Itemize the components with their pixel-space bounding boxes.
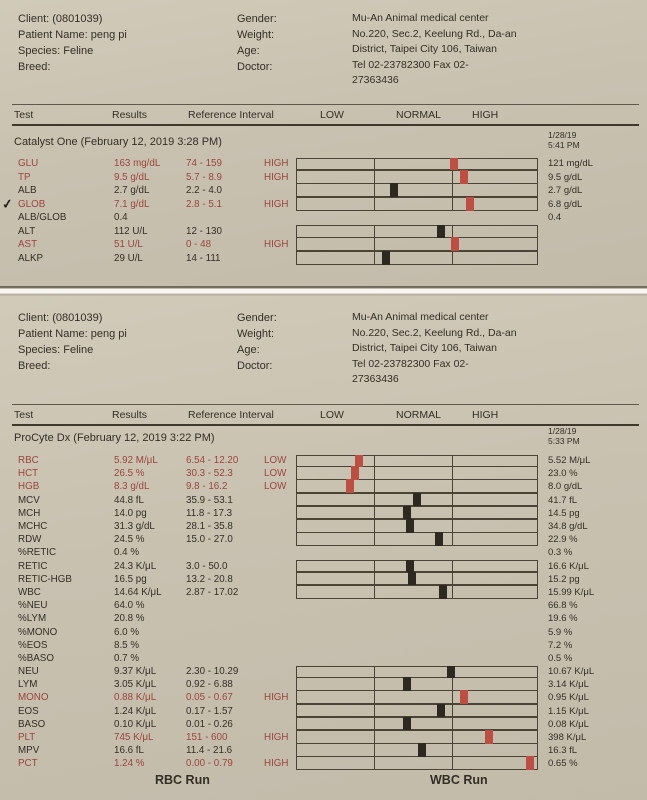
- result-value: 64.0 %: [114, 600, 145, 612]
- client-line: Client: (0801039): [18, 312, 103, 324]
- range-bar-cell: [296, 757, 538, 770]
- lab-result-row: [0, 171, 647, 185]
- reference-interval: 0.01 - 0.26: [186, 718, 233, 730]
- previous-result-value: 3.14 K/μL: [548, 679, 589, 691]
- range-bar-cell: [296, 171, 538, 185]
- previous-result-value: 121 mg/dL: [548, 158, 593, 170]
- test-name: MONO: [18, 692, 49, 704]
- result-value: 112 U/L: [114, 225, 148, 237]
- clinic-phone: Tel 02-23782300 Fax 02-: [352, 58, 469, 71]
- results-table-header: [12, 104, 639, 126]
- lab-result-row: [0, 252, 647, 266]
- test-name: PCT: [18, 758, 38, 770]
- previous-result-value: 15.2 pg: [548, 573, 580, 585]
- range-bar: [296, 532, 538, 546]
- previous-result-value: 2.7 g/dL: [548, 185, 583, 197]
- abnormal-flag: HIGH: [264, 692, 289, 704]
- result-value: 24.5 %: [114, 534, 145, 546]
- range-bar: [296, 479, 538, 493]
- test-name: GLU: [18, 158, 39, 170]
- test-name: ALT: [18, 225, 36, 237]
- previous-result-value: 41.7 fL: [548, 494, 578, 506]
- previous-result-value: 16.3 fL: [548, 745, 578, 757]
- lab-result-row: [0, 238, 647, 252]
- test-name: HCT: [18, 468, 39, 480]
- patient-header: [18, 310, 639, 388]
- previous-run-date: 1/28/19: [548, 426, 577, 436]
- previous-result-value: 9.5 g/dL: [548, 171, 583, 183]
- page-break-divider: [0, 286, 647, 296]
- in-range-marker: [439, 585, 447, 599]
- result-value: 20.8 %: [114, 613, 145, 625]
- previous-result-value: 19.6 %: [548, 613, 578, 625]
- clinic-street: No.220, Sec.2, Keelung Rd., Da-an: [352, 27, 517, 40]
- out-of-range-marker: [355, 455, 363, 467]
- lab-result-row: [0, 652, 647, 665]
- out-of-range-marker: [485, 730, 493, 744]
- previous-result-value: 66.8 %: [548, 600, 578, 612]
- range-bar: [296, 493, 538, 507]
- test-name: MCH: [18, 507, 41, 519]
- previous-result-value: 16.6 K/μL: [548, 560, 589, 572]
- col-header-normal: NORMAL: [396, 409, 441, 421]
- patient-name-line: Patient Name: peng pi: [18, 29, 127, 41]
- lab-result-row: [0, 225, 647, 239]
- lab-result-row: [0, 612, 647, 625]
- in-range-marker: [382, 251, 390, 265]
- result-value: 16.6 fL: [114, 745, 144, 757]
- result-value: 0.88 K/μL: [114, 692, 157, 704]
- test-name: WBC: [18, 586, 41, 598]
- test-name: %NEU: [18, 600, 48, 612]
- abnormal-flag: LOW: [264, 481, 287, 493]
- lab-result-row: [0, 195, 647, 213]
- result-value: 9.5 g/dL: [114, 171, 150, 183]
- test-name: HGB: [18, 481, 40, 493]
- previous-result-value: 0.08 K/μL: [548, 718, 589, 730]
- patient-header: [18, 11, 639, 89]
- result-value: 8.3 g/dL: [114, 481, 150, 493]
- range-bar: [296, 704, 538, 718]
- test-name: ALB: [18, 185, 37, 197]
- lab-result-row: [0, 757, 647, 770]
- reference-interval: 2.8 - 5.1: [186, 198, 222, 210]
- in-range-marker: [403, 506, 411, 520]
- in-range-marker: [403, 677, 411, 691]
- result-value: 2.7 g/dL: [114, 185, 150, 197]
- patient-info-block: [18, 310, 237, 388]
- result-value: 7.1 g/dL: [114, 198, 150, 210]
- range-bar-cell: [296, 586, 538, 599]
- result-value: 745 K/μL: [114, 732, 154, 744]
- results-table-header: [12, 404, 639, 426]
- result-value: 0.4 %: [114, 547, 140, 559]
- doctor-line: Doctor:: [237, 61, 273, 73]
- abnormal-flag: HIGH: [264, 239, 289, 251]
- result-value: 8.5 %: [114, 639, 140, 651]
- reference-interval: 14 - 111: [186, 252, 221, 264]
- result-value: 16.5 pg: [114, 573, 147, 585]
- col-header-normal: NORMAL: [396, 109, 441, 121]
- reference-interval: 0.92 - 6.88: [186, 679, 233, 691]
- analyzer-section-header: [14, 425, 639, 451]
- analyzer-title: Catalyst One (February 12, 2019 3:28 PM): [14, 136, 222, 148]
- range-bar-cell: [296, 184, 538, 198]
- demographics-block: [237, 11, 352, 89]
- analyzer-title: ProCyte Dx (February 12, 2019 3:22 PM): [14, 432, 215, 444]
- test-name: LYM: [18, 679, 38, 691]
- lab-result-row: [0, 211, 647, 225]
- test-name: %LYM: [18, 613, 47, 625]
- range-bar-cell: [296, 198, 538, 212]
- range-bar: [296, 519, 538, 533]
- result-value: 44.8 fL: [114, 494, 144, 506]
- out-of-range-marker: [346, 479, 354, 493]
- in-range-marker: [435, 532, 443, 546]
- col-header-reference-interval: Reference Interval: [188, 109, 274, 121]
- age-line: Age:: [237, 45, 260, 57]
- reference-interval: 2.2 - 4.0: [186, 185, 222, 197]
- previous-result-value: 0.4: [548, 212, 562, 224]
- range-bar-cell: [296, 599, 538, 612]
- range-bar: [296, 677, 538, 691]
- clinic-address-block: [352, 11, 639, 89]
- lab-result-row: [0, 639, 647, 652]
- reference-interval: 74 - 159: [186, 158, 222, 170]
- clinic-name: Mu-An Animal medical center: [352, 12, 489, 24]
- range-bar-cell: [296, 652, 538, 665]
- range-bar-cell: [296, 211, 538, 225]
- species-line: Species: Feline: [18, 45, 94, 57]
- reference-interval: 6.54 - 12.20: [186, 455, 239, 467]
- result-value: 0.7 %: [114, 652, 140, 664]
- weight-line: Weight:: [237, 29, 275, 41]
- reference-interval: 2.87 - 17.02: [186, 586, 239, 598]
- clinic-fax-cont: 27363436: [352, 74, 399, 86]
- patient-name-line: Patient Name: peng pi: [18, 328, 127, 340]
- previous-result-value: 5.52 M/μL: [548, 455, 591, 467]
- col-header-high: HIGH: [472, 109, 499, 121]
- previous-result-value: 398 K/μL: [548, 732, 587, 744]
- reference-interval: 0.17 - 1.57: [186, 705, 233, 717]
- clinic-name: Mu-An Animal medical center: [352, 311, 489, 323]
- previous-result-value: 10.67 K/μL: [548, 666, 595, 678]
- species-line: Species: Feline: [18, 344, 94, 356]
- range-bar-cell: [296, 238, 538, 252]
- range-bar: [296, 690, 538, 704]
- result-value: 6.0 %: [114, 626, 140, 638]
- abnormal-flag: HIGH: [264, 171, 289, 183]
- range-bar: [296, 455, 538, 467]
- test-name: RETIC: [18, 560, 48, 572]
- test-name: EOS: [18, 705, 39, 717]
- range-bar: [296, 743, 538, 757]
- result-value: 0.10 K/μL: [114, 718, 157, 730]
- previous-run-time: 5:33 PM: [548, 436, 580, 446]
- range-bar: [296, 225, 538, 238]
- result-value: 24.3 K/μL: [114, 560, 157, 572]
- test-name: ALKP: [18, 252, 44, 264]
- abnormal-flag: LOW: [264, 468, 287, 480]
- reference-interval: 12 - 130: [186, 225, 222, 237]
- previous-run-time: 5:41 PM: [548, 140, 580, 150]
- reference-interval: 0.00 - 0.79: [186, 758, 233, 770]
- result-value: 5.92 M/μL: [114, 455, 158, 467]
- run-labels-footer: [0, 773, 647, 793]
- range-bar: [296, 197, 538, 211]
- test-name: RBC: [18, 455, 39, 467]
- result-value: 9.37 K/μL: [114, 666, 157, 678]
- out-of-range-marker: [460, 170, 468, 184]
- reference-interval: 151 - 600: [186, 732, 228, 744]
- abnormal-flag: HIGH: [264, 198, 289, 210]
- abnormal-flag: HIGH: [264, 732, 289, 744]
- analyzer-section-header: [14, 129, 639, 155]
- in-range-marker: [406, 519, 414, 533]
- lab-result-row: [0, 157, 647, 171]
- in-range-marker: [403, 717, 411, 731]
- lab-result-row: [0, 546, 647, 559]
- col-header-reference-interval: Reference Interval: [188, 409, 274, 421]
- clinic-street: No.220, Sec.2, Keelung Rd., Da-an: [352, 326, 517, 339]
- out-of-range-marker: [466, 197, 474, 211]
- previous-result-value: 14.5 pg: [548, 507, 580, 519]
- result-value: 0.4: [114, 212, 128, 224]
- test-name: MCHC: [18, 521, 48, 533]
- in-range-marker: [408, 572, 416, 586]
- result-value: 1.24 %: [114, 758, 145, 770]
- range-bar: [296, 585, 538, 599]
- range-bar-cell: [296, 225, 538, 239]
- previous-result-value: 1.15 K/μL: [548, 705, 589, 717]
- result-value: 14.0 pg: [114, 507, 147, 519]
- previous-result-value: 34.8 g/dL: [548, 521, 588, 533]
- test-name: PLT: [18, 732, 36, 744]
- previous-result-value: 22.9 %: [548, 534, 578, 546]
- test-name: TP: [18, 171, 31, 183]
- col-header-test: Test: [14, 109, 34, 121]
- test-name: %EOS: [18, 639, 48, 651]
- handwritten-checkmark: ✓: [1, 195, 14, 213]
- result-value: 29 U/L: [114, 252, 143, 264]
- previous-result-value: 0.95 K/μL: [548, 692, 589, 704]
- reference-interval: 5.7 - 8.9: [186, 171, 222, 183]
- out-of-range-marker: [351, 466, 359, 480]
- reference-interval: 35.9 - 53.1: [186, 494, 233, 506]
- previous-run-date: 1/28/19: [548, 130, 577, 140]
- report-page-procyte: [0, 296, 647, 800]
- reference-interval: 30.3 - 52.3: [186, 468, 233, 480]
- test-name: AST: [18, 239, 38, 251]
- rbc-run-label: RBC Run: [155, 773, 210, 787]
- reference-interval: 0.05 - 0.67: [186, 692, 233, 704]
- client-line: Client: (0801039): [18, 13, 103, 25]
- previous-run-datetime: [548, 426, 580, 446]
- result-value: 163 mg/dL: [114, 158, 161, 170]
- range-bar-cell: [296, 639, 538, 652]
- result-value: 31.3 g/dL: [114, 521, 155, 533]
- in-range-marker: [437, 704, 445, 718]
- test-name: %BASO: [18, 652, 54, 664]
- abnormal-flag: HIGH: [264, 758, 289, 770]
- breed-line: Breed:: [18, 61, 51, 73]
- age-line: Age:: [237, 344, 260, 356]
- range-bar-cell: [296, 612, 538, 625]
- range-bar: [296, 158, 538, 171]
- reference-interval: 11.4 - 21.6: [186, 745, 233, 757]
- range-bar: [296, 170, 538, 184]
- test-name: RDW: [18, 534, 42, 546]
- test-name: %MONO: [18, 626, 58, 638]
- range-bar: [296, 506, 538, 520]
- wbc-run-label: WBC Run: [430, 773, 488, 787]
- reference-interval: 2.30 - 10.29: [186, 666, 239, 678]
- previous-result-value: 0.5 %: [548, 652, 573, 664]
- out-of-range-marker: [526, 756, 534, 770]
- previous-result-value: 5.9 %: [548, 626, 573, 638]
- range-bar-cell: [296, 252, 538, 266]
- lab-result-row: [0, 586, 647, 599]
- range-bar: [296, 756, 538, 770]
- test-name: RETIC-HGB: [18, 573, 72, 585]
- range-bar-cell: [296, 625, 538, 638]
- in-range-marker: [447, 666, 455, 678]
- lab-result-row: [0, 184, 647, 198]
- patient-info-block: [18, 11, 237, 89]
- range-bar: [296, 237, 538, 251]
- clinic-city: District, Taipei City 106, Taiwan: [352, 43, 497, 55]
- procyte-results-rows: [0, 454, 647, 771]
- clinic-fax-cont: 27363436: [352, 373, 399, 385]
- reference-interval: 15.0 - 27.0: [186, 534, 233, 546]
- previous-run-datetime: [548, 130, 580, 150]
- range-bar: [296, 730, 538, 744]
- col-header-test: Test: [14, 409, 34, 421]
- range-bar: [296, 466, 538, 480]
- previous-result-value: 15.99 K/μL: [548, 586, 595, 598]
- abnormal-flag: LOW: [264, 455, 287, 467]
- range-bar-cell: [296, 546, 538, 559]
- demographics-block: [237, 310, 352, 388]
- range-bar: [296, 183, 538, 197]
- range-bar: [296, 717, 538, 731]
- range-bar: [296, 666, 538, 678]
- lab-result-row: [0, 533, 647, 546]
- test-name: MPV: [18, 745, 40, 757]
- col-header-results: Results: [112, 109, 148, 121]
- range-bar: [296, 251, 538, 265]
- range-bar-cell: [296, 157, 538, 171]
- abnormal-flag: HIGH: [264, 158, 289, 170]
- breed-line: Breed:: [18, 360, 51, 372]
- result-value: 3.05 K/μL: [114, 679, 157, 691]
- result-value: 51 U/L: [114, 239, 143, 251]
- clinic-address-block: [352, 310, 639, 388]
- out-of-range-marker: [451, 237, 459, 251]
- clinic-phone: Tel 02-23782300 Fax 02-: [352, 357, 469, 370]
- range-bar: [296, 572, 538, 586]
- previous-result-value: 8.0 g/dL: [548, 481, 583, 493]
- doctor-line: Doctor:: [237, 360, 273, 372]
- previous-result-value: 23.0 %: [548, 468, 578, 480]
- range-bar: [296, 560, 538, 572]
- result-value: 26.5 %: [114, 468, 145, 480]
- in-range-marker: [418, 743, 426, 757]
- report-page-catalyst: [0, 0, 647, 286]
- out-of-range-marker: [450, 158, 458, 171]
- in-range-marker: [406, 560, 414, 572]
- previous-result-value: 0.3 %: [548, 547, 573, 559]
- gender-line: Gender:: [237, 13, 277, 25]
- lab-result-row: [0, 599, 647, 612]
- test-name: BASO: [18, 718, 46, 730]
- reference-interval: 9.8 - 16.2: [186, 481, 228, 493]
- previous-result-value: 6.8 g/dL: [548, 198, 583, 210]
- reference-interval: 13.2 - 20.8: [186, 573, 233, 585]
- reference-interval: 0 - 48: [186, 239, 212, 251]
- result-value: 1.24 K/μL: [114, 705, 157, 717]
- col-header-results: Results: [112, 409, 148, 421]
- reference-interval: 28.1 - 35.8: [186, 521, 233, 533]
- previous-result-value: 0.65 %: [548, 758, 578, 770]
- previous-result-value: 7.2 %: [548, 639, 573, 651]
- in-range-marker: [437, 225, 445, 238]
- out-of-range-marker: [460, 690, 468, 704]
- test-name: GLOB: [18, 198, 46, 210]
- result-value: 14.64 K/μL: [114, 586, 162, 598]
- weight-line: Weight:: [237, 328, 275, 340]
- col-header-high: HIGH: [472, 409, 499, 421]
- test-name: ALB/GLOB: [18, 212, 67, 224]
- lab-result-row: [0, 625, 647, 638]
- col-header-low: LOW: [320, 109, 344, 121]
- range-bar-cell: [296, 533, 538, 546]
- clinic-city: District, Taipei City 106, Taiwan: [352, 342, 497, 354]
- in-range-marker: [390, 183, 398, 197]
- test-name: %RETIC: [18, 547, 57, 559]
- col-header-low: LOW: [320, 409, 344, 421]
- catalyst-results-rows: [0, 157, 647, 265]
- reference-interval: 3.0 - 50.0: [186, 560, 228, 572]
- reference-interval: 11.8 - 17.3: [186, 507, 233, 519]
- gender-line: Gender:: [237, 312, 277, 324]
- test-name: MCV: [18, 494, 40, 506]
- test-name: NEU: [18, 666, 39, 678]
- in-range-marker: [413, 493, 421, 507]
